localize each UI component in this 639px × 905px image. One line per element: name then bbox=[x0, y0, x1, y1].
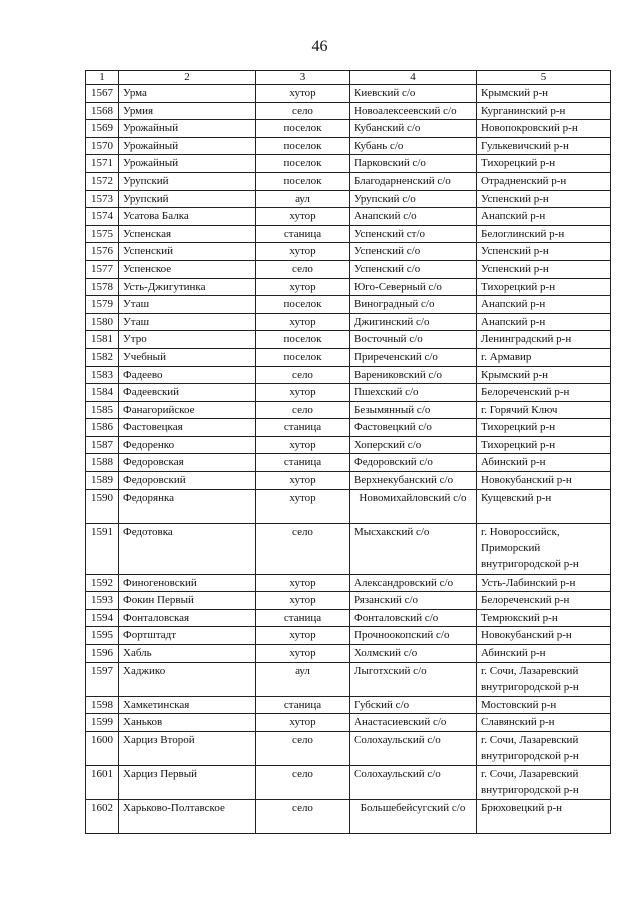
rural-council: Варениковский с/о bbox=[350, 366, 477, 384]
settlement-type: село bbox=[256, 102, 350, 120]
column-header-type: 3 bbox=[256, 71, 350, 85]
district: Тихорецкий р-н bbox=[477, 155, 611, 173]
district: Тихорецкий р-н bbox=[477, 436, 611, 454]
table-row bbox=[86, 313, 611, 331]
district: Кущевский р-н bbox=[477, 489, 611, 523]
table-row bbox=[86, 609, 611, 627]
row-number: 1588 bbox=[86, 454, 119, 472]
rural-council: Новоалексеевский с/о bbox=[350, 102, 477, 120]
row-number: 1600 bbox=[86, 731, 119, 765]
rural-council: Успенский с/о bbox=[350, 243, 477, 261]
rural-council: Холмский с/о bbox=[350, 645, 477, 663]
settlement-type: хутор bbox=[256, 714, 350, 732]
settlement-type: хутор bbox=[256, 436, 350, 454]
row-number: 1596 bbox=[86, 645, 119, 663]
settlement-name: Успенское bbox=[119, 260, 256, 278]
settlement-type: аул bbox=[256, 190, 350, 208]
district: Курганинский р-н bbox=[477, 102, 611, 120]
settlement-name: Урмия bbox=[119, 102, 256, 120]
row-number: 1597 bbox=[86, 662, 119, 696]
row-number: 1587 bbox=[86, 436, 119, 454]
district: Отрадненский р-н bbox=[477, 172, 611, 190]
rural-council: Безымянный с/о bbox=[350, 401, 477, 419]
district: Белореченский р-н bbox=[477, 592, 611, 610]
settlement-type: село bbox=[256, 260, 350, 278]
district: г. Сочи, Лазаревский внутригородской р-н bbox=[477, 765, 611, 799]
row-number: 1579 bbox=[86, 296, 119, 314]
table-row bbox=[86, 645, 611, 663]
settlement-name: Федоровская bbox=[119, 454, 256, 472]
table-row bbox=[86, 523, 611, 574]
settlement-type: станица bbox=[256, 454, 350, 472]
row-number: 1593 bbox=[86, 592, 119, 610]
column-header-number: 1 bbox=[86, 71, 119, 85]
settlement-type: станица bbox=[256, 419, 350, 437]
row-number: 1599 bbox=[86, 714, 119, 732]
settlement-type: хутор bbox=[256, 208, 350, 226]
settlement-type: хутор bbox=[256, 243, 350, 261]
settlement-name: Хамкетинская bbox=[119, 696, 256, 714]
rural-council: Новомихайловский с/о bbox=[350, 489, 477, 523]
table-row bbox=[86, 472, 611, 490]
row-number: 1581 bbox=[86, 331, 119, 349]
table-row bbox=[86, 278, 611, 296]
district: Анапский р-н bbox=[477, 313, 611, 331]
settlement-type: поселок bbox=[256, 172, 350, 190]
settlement-type: поселок bbox=[256, 155, 350, 173]
settlement-type: хутор bbox=[256, 645, 350, 663]
table-row bbox=[86, 225, 611, 243]
rural-council: Мысхакский с/о bbox=[350, 523, 477, 574]
settlement-name: Фанагорийское bbox=[119, 401, 256, 419]
table-body bbox=[86, 85, 611, 834]
row-number: 1594 bbox=[86, 609, 119, 627]
rural-council: Восточный с/о bbox=[350, 331, 477, 349]
settlement-name: Успенский bbox=[119, 243, 256, 261]
settlement-type: село bbox=[256, 731, 350, 765]
rural-council: Успенский ст/о bbox=[350, 225, 477, 243]
column-header-district: 5 bbox=[477, 71, 611, 85]
district: Крымский р-н bbox=[477, 85, 611, 103]
table-row bbox=[86, 419, 611, 437]
settlement-type: село bbox=[256, 765, 350, 799]
rural-council: Юго-Северный с/о bbox=[350, 278, 477, 296]
table-row bbox=[86, 296, 611, 314]
table-row bbox=[86, 401, 611, 419]
settlements-table bbox=[85, 70, 611, 834]
settlement-name: Федорянка bbox=[119, 489, 256, 523]
district: г. Горячий Ключ bbox=[477, 401, 611, 419]
settlement-type: станица bbox=[256, 609, 350, 627]
district: Новокубанский р-н bbox=[477, 472, 611, 490]
rural-council: Лыготхский с/о bbox=[350, 662, 477, 696]
district: Успенский р-н bbox=[477, 243, 611, 261]
rural-council: Джигинский с/о bbox=[350, 313, 477, 331]
district: Успенский р-н bbox=[477, 260, 611, 278]
row-number: 1590 bbox=[86, 489, 119, 523]
district: Успенский р-н bbox=[477, 190, 611, 208]
table-row bbox=[86, 137, 611, 155]
table-row bbox=[86, 489, 611, 523]
settlement-name: Федоренко bbox=[119, 436, 256, 454]
rural-council: Благодарненский с/о bbox=[350, 172, 477, 190]
settlement-name: Успенская bbox=[119, 225, 256, 243]
row-number: 1575 bbox=[86, 225, 119, 243]
district: Белореченский р-н bbox=[477, 384, 611, 402]
table-row bbox=[86, 102, 611, 120]
row-number: 1568 bbox=[86, 102, 119, 120]
settlement-type: поселок bbox=[256, 348, 350, 366]
district: Темрюкский р-н bbox=[477, 609, 611, 627]
row-number: 1601 bbox=[86, 765, 119, 799]
row-number: 1576 bbox=[86, 243, 119, 261]
table-row bbox=[86, 714, 611, 732]
settlement-type: село bbox=[256, 799, 350, 833]
row-number: 1580 bbox=[86, 313, 119, 331]
settlement-name: Хабль bbox=[119, 645, 256, 663]
settlement-type: хутор bbox=[256, 278, 350, 296]
district: Ленинградский р-н bbox=[477, 331, 611, 349]
table-row bbox=[86, 384, 611, 402]
settlement-name: Усть-Джигутинка bbox=[119, 278, 256, 296]
district: Гулькевичский р-н bbox=[477, 137, 611, 155]
district: г. Сочи, Лазаревский внутригородской р-н bbox=[477, 662, 611, 696]
rural-council: Прочноокопский с/о bbox=[350, 627, 477, 645]
settlement-type: поселок bbox=[256, 120, 350, 138]
row-number: 1574 bbox=[86, 208, 119, 226]
district: Мостовский р-н bbox=[477, 696, 611, 714]
row-number: 1592 bbox=[86, 574, 119, 592]
table-row bbox=[86, 155, 611, 173]
settlement-type: поселок bbox=[256, 331, 350, 349]
rural-council: Федоровский с/о bbox=[350, 454, 477, 472]
settlement-name: Уташ bbox=[119, 313, 256, 331]
settlement-type: село bbox=[256, 401, 350, 419]
table-row bbox=[86, 348, 611, 366]
table-row bbox=[86, 331, 611, 349]
district: Новокубанский р-н bbox=[477, 627, 611, 645]
table-row bbox=[86, 190, 611, 208]
settlement-name: Фадеевский bbox=[119, 384, 256, 402]
rural-council: Фастовецкий с/о bbox=[350, 419, 477, 437]
rural-council: Урупский с/о bbox=[350, 190, 477, 208]
district: Тихорецкий р-н bbox=[477, 419, 611, 437]
settlement-name: Финогеновский bbox=[119, 574, 256, 592]
settlement-name: Харциз Первый bbox=[119, 765, 256, 799]
district: Белоглинский р-н bbox=[477, 225, 611, 243]
row-number: 1572 bbox=[86, 172, 119, 190]
rural-council: Приреченский с/о bbox=[350, 348, 477, 366]
rural-council: Верхнекубанский с/о bbox=[350, 472, 477, 490]
settlement-type: поселок bbox=[256, 296, 350, 314]
district: Крымский р-н bbox=[477, 366, 611, 384]
table-row bbox=[86, 574, 611, 592]
rural-council: Кубань с/о bbox=[350, 137, 477, 155]
rural-council: Солохаульский с/о bbox=[350, 731, 477, 765]
settlement-name: Урупский bbox=[119, 172, 256, 190]
table-row bbox=[86, 454, 611, 472]
table-row bbox=[86, 366, 611, 384]
settlement-name: Фадеево bbox=[119, 366, 256, 384]
rural-council: Анапский с/о bbox=[350, 208, 477, 226]
settlement-type: село bbox=[256, 523, 350, 574]
settlement-name: Фортштадт bbox=[119, 627, 256, 645]
settlement-name: Урожайный bbox=[119, 120, 256, 138]
row-number: 1567 bbox=[86, 85, 119, 103]
rural-council: Виноградный с/о bbox=[350, 296, 477, 314]
table-row bbox=[86, 731, 611, 765]
table-row bbox=[86, 592, 611, 610]
table-row bbox=[86, 799, 611, 833]
settlement-type: село bbox=[256, 366, 350, 384]
row-number: 1582 bbox=[86, 348, 119, 366]
table-row bbox=[86, 243, 611, 261]
rural-council: Губский с/о bbox=[350, 696, 477, 714]
row-number: 1578 bbox=[86, 278, 119, 296]
settlement-name: Утро bbox=[119, 331, 256, 349]
page-number: 46 bbox=[311, 38, 328, 55]
table-row bbox=[86, 120, 611, 138]
rural-council: Большебейсугский с/о bbox=[350, 799, 477, 833]
settlement-name: Урма bbox=[119, 85, 256, 103]
settlement-name: Урожайный bbox=[119, 155, 256, 173]
table-row bbox=[86, 662, 611, 696]
table-row bbox=[86, 85, 611, 103]
district: Усть-Лабинский р-н bbox=[477, 574, 611, 592]
row-number: 1584 bbox=[86, 384, 119, 402]
rural-council: Александровский с/о bbox=[350, 574, 477, 592]
row-number: 1589 bbox=[86, 472, 119, 490]
row-number: 1598 bbox=[86, 696, 119, 714]
row-number: 1570 bbox=[86, 137, 119, 155]
rural-council: Хоперский с/о bbox=[350, 436, 477, 454]
district: Тихорецкий р-н bbox=[477, 278, 611, 296]
settlement-name: Фокин Первый bbox=[119, 592, 256, 610]
row-number: 1571 bbox=[86, 155, 119, 173]
district: г. Сочи, Лазаревский внутригородской р-н bbox=[477, 731, 611, 765]
row-number: 1591 bbox=[86, 523, 119, 574]
district: Новопокровский р-н bbox=[477, 120, 611, 138]
settlement-type: станица bbox=[256, 696, 350, 714]
rural-council: Рязанский с/о bbox=[350, 592, 477, 610]
table-row bbox=[86, 436, 611, 454]
settlement-name: Федоровский bbox=[119, 472, 256, 490]
settlement-name: Урупский bbox=[119, 190, 256, 208]
table-row bbox=[86, 208, 611, 226]
settlement-name: Фастовецкая bbox=[119, 419, 256, 437]
settlement-type: хутор bbox=[256, 472, 350, 490]
row-number: 1573 bbox=[86, 190, 119, 208]
row-number: 1602 bbox=[86, 799, 119, 833]
settlement-name: Федотовка bbox=[119, 523, 256, 574]
settlement-type: хутор bbox=[256, 384, 350, 402]
settlement-name: Усатова Балка bbox=[119, 208, 256, 226]
settlement-type: аул bbox=[256, 662, 350, 696]
row-number: 1569 bbox=[86, 120, 119, 138]
settlement-name: Урожайный bbox=[119, 137, 256, 155]
column-header-name: 2 bbox=[119, 71, 256, 85]
table-row bbox=[86, 765, 611, 799]
settlement-type: хутор bbox=[256, 574, 350, 592]
settlement-type: хутор bbox=[256, 85, 350, 103]
settlement-type: хутор bbox=[256, 489, 350, 523]
row-number: 1583 bbox=[86, 366, 119, 384]
settlement-name: Ханьков bbox=[119, 714, 256, 732]
row-number: 1586 bbox=[86, 419, 119, 437]
rural-council: Солохаульский с/о bbox=[350, 765, 477, 799]
column-header-council: 4 bbox=[350, 71, 477, 85]
settlement-type: хутор bbox=[256, 592, 350, 610]
district: Абинский р-н bbox=[477, 645, 611, 663]
district: Абинский р-н bbox=[477, 454, 611, 472]
settlement-type: поселок bbox=[256, 137, 350, 155]
table-row bbox=[86, 172, 611, 190]
settlement-name: Фонталовская bbox=[119, 609, 256, 627]
rural-council: Кубанский с/о bbox=[350, 120, 477, 138]
row-number: 1585 bbox=[86, 401, 119, 419]
rural-council: Пшехский с/о bbox=[350, 384, 477, 402]
rural-council: Успенский с/о bbox=[350, 260, 477, 278]
settlement-name: Хаджико bbox=[119, 662, 256, 696]
row-number: 1595 bbox=[86, 627, 119, 645]
settlement-type: хутор bbox=[256, 627, 350, 645]
settlement-name: Учебный bbox=[119, 348, 256, 366]
settlement-name: Харьково-Полтавское bbox=[119, 799, 256, 833]
settlement-name: Уташ bbox=[119, 296, 256, 314]
table-row bbox=[86, 627, 611, 645]
table-row bbox=[86, 696, 611, 714]
rural-council: Киевский с/о bbox=[350, 85, 477, 103]
district: г. Армавир bbox=[477, 348, 611, 366]
district: Анапский р-н bbox=[477, 208, 611, 226]
rural-council: Анастасиевский с/о bbox=[350, 714, 477, 732]
rural-council: Фонталовский с/о bbox=[350, 609, 477, 627]
settlement-type: станица bbox=[256, 225, 350, 243]
header-row bbox=[86, 71, 611, 85]
settlement-type: хутор bbox=[256, 313, 350, 331]
district: г. Новороссийск, Приморский внутригородской р-н bbox=[477, 523, 611, 574]
table-row bbox=[86, 260, 611, 278]
rural-council: Парковский с/о bbox=[350, 155, 477, 173]
row-number: 1577 bbox=[86, 260, 119, 278]
district: Славянский р-н bbox=[477, 714, 611, 732]
settlement-name: Харциз Второй bbox=[119, 731, 256, 765]
district: Брюховецкий р-н bbox=[477, 799, 611, 833]
district: Анапский р-н bbox=[477, 296, 611, 314]
